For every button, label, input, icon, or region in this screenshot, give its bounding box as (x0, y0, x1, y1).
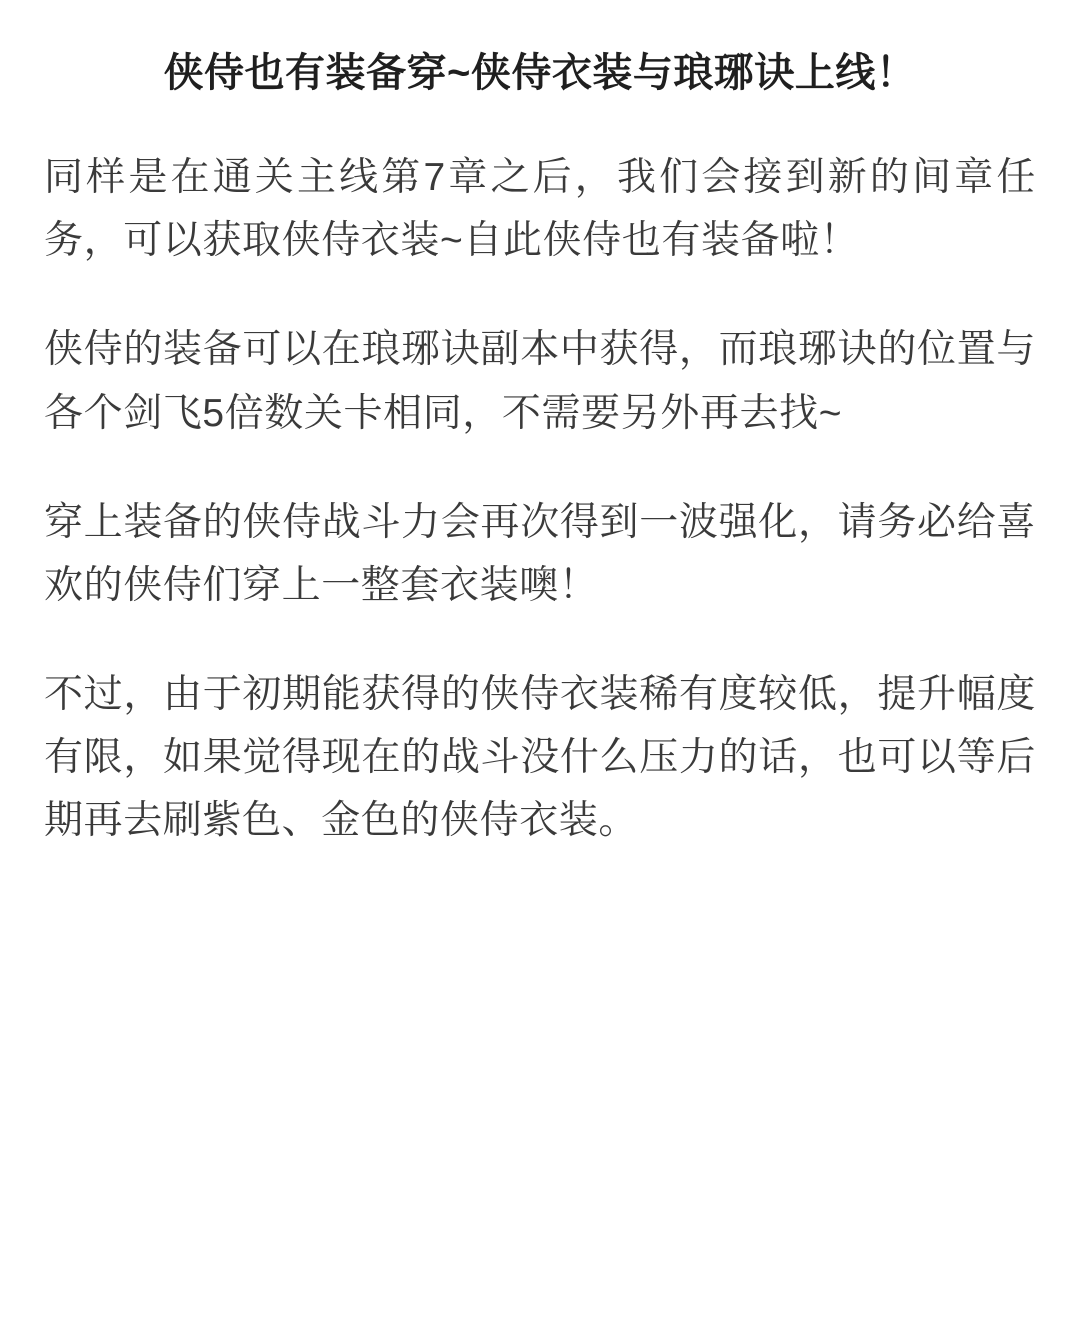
article-paragraph-3: 穿上装备的侠侍战斗力会再次得到一波强化，请务必给喜欢的侠侍们穿上一整套衣装噢！ (44, 500, 1036, 607)
article-paragraph-4: 不过，由于初期能获得的侠侍衣装稀有度较低，提升幅度有限，如果觉得现在的战斗没什么压力的话，也可以等后期再去刷紫色、金色的侠侍衣装。 (44, 673, 1036, 843)
article-paragraph-1: 同样是在通关主线第7章之后，我们会接到新的间章任务，可以获取侠侍衣装~自此侠侍也有装备啦！ (44, 156, 1036, 263)
article-paragraph-2: 侠侍的装备可以在琅琊诀副本中获得，而琅琊诀的位置与各个剑飞5倍数关卡相同，不需要另外再去找~ (44, 328, 1036, 435)
page-title: 侠侍也有装备穿~侠侍衣装与琅琊诀上线！ (163, 51, 917, 95)
